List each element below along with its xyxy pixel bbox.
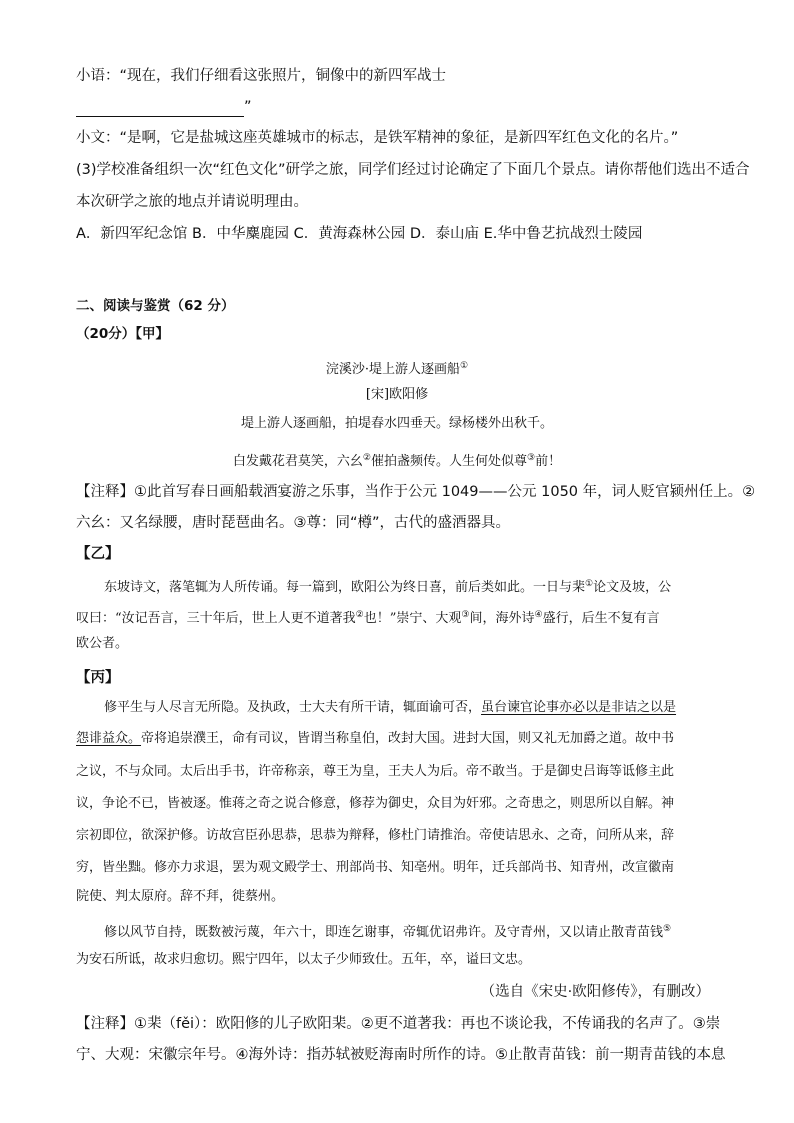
yi-mark-3: ③ bbox=[461, 610, 470, 620]
yi-line1-a: 东坡诗文，落笔辄为人所传诵。每一篇到，欧阳公为终日喜，前后类如此。一日与棐 bbox=[104, 580, 586, 595]
bing-p2-line1 bbox=[104, 919, 671, 943]
yi-line2-d: 盛行，后生不复有言 bbox=[542, 611, 660, 626]
bing-underlined-sentence-b: 怨诽益众。 bbox=[76, 731, 142, 746]
bing-mark-5: ⑤ bbox=[663, 924, 672, 934]
bing-p1-line4: 议，争论不已，皆被逐。惟蒋之奇之说合修意，修荐为御史，众目为奸邪。之奇患之，则思所以自解。神 bbox=[76, 796, 675, 811]
poem-title-text: 浣溪沙·堤上游人逐画船 bbox=[325, 362, 461, 377]
poem-mark-2: ② bbox=[362, 453, 371, 463]
bing-underlined-sentence-a: 虽台谏官论事亦必以是非诘之以是 bbox=[481, 700, 677, 715]
yi-label: 【乙】 bbox=[76, 546, 120, 562]
question3-options: A．新四军纪念馆 B．中华麋鹿园 C．黄海森林公园 D．泰山庙 E.华中鲁艺抗战烈士陵园 bbox=[76, 226, 643, 242]
section2-heading: 二、阅读与鉴赏（62 分） bbox=[76, 298, 235, 314]
yi-mark-4: ④ bbox=[534, 610, 543, 620]
yi-line1-b: 论文及坡，公 bbox=[593, 580, 672, 595]
bing-p1-line1 bbox=[104, 698, 676, 718]
section2-sub: （20分）【甲】 bbox=[76, 326, 170, 342]
bing-p1-line7: 院使、判太原府。辞不拜，徙蔡州。 bbox=[76, 889, 285, 904]
note2-line1: 【注释】①棐（fěi）：欧阳修的儿子欧阳棐。②更不道著我：再也不谈论我，不传诵我的名声了。③崇 bbox=[76, 1016, 721, 1032]
note1-line1: 【注释】①此首写春日画船载酒宴游之乐事，当作于公元 1049——公元 1050 年，词人贬官颍州任上。② bbox=[76, 484, 756, 500]
poem-mark-3: ③ bbox=[527, 453, 536, 463]
yi-line2-c: 间，海外诗 bbox=[469, 611, 535, 626]
poem-author: [宋]欧阳修 bbox=[365, 387, 429, 402]
xiaoyu-text: 小语：“现在，我们仔细看这张照片，铜像中的新四军战士 bbox=[76, 68, 447, 84]
yi-line3: 欧公者。 bbox=[76, 636, 129, 651]
poem-line2-a: 白发戴花君莫笑，六幺 bbox=[232, 454, 363, 469]
answer-blank-line bbox=[76, 97, 252, 117]
xiaowen-line: 小文：“是啊，它是盐城这座英雄城市的标志，是铁军精神的象征，是新四军红色文化的名片。” bbox=[76, 130, 679, 146]
yi-mark-1: ① bbox=[585, 579, 594, 589]
bing-p1-line2-b: 帝将追崇濮王，命有司议，皆谓当称皇伯，改封大国。进封大国，则又礼无加爵之道。故中书 bbox=[141, 731, 675, 746]
answer-blank[interactable] bbox=[76, 102, 244, 117]
bing-p2-line2: 为安石所诋，故求归愈切。熙宁四年，以太子少师致仕。五年，卒，谥曰文忠。 bbox=[76, 952, 532, 967]
poem-title-mark: ① bbox=[460, 361, 469, 371]
note1-line2: 六幺：又名绿腰，唐时琵琶曲名。③尊：同“樽”，古代的盛酒器具。 bbox=[76, 515, 511, 531]
yi-line2 bbox=[76, 605, 660, 629]
poem-line1: 堤上游人逐画船，拍堤春水四垂天。绿杨楼外出秋千。 bbox=[240, 416, 553, 431]
bing-p1-line6: 穷，皆坐黜。修亦力求退，罢为观文殿学士、刑部尚书、知亳州。明年，迁兵部尚书、知青州，改宣徽南 bbox=[76, 860, 675, 875]
poem-title bbox=[0, 356, 794, 380]
poem-line2 bbox=[0, 448, 794, 472]
poem-line2-c: 前！ bbox=[535, 454, 562, 469]
yi-mark-2: ② bbox=[355, 610, 364, 620]
bing-label: 【丙】 bbox=[76, 670, 120, 686]
bing-source: （选自《宋史·欧阳修传》，有删改） bbox=[480, 984, 710, 1000]
yi-line2-a: 叹曰：“汝记吾言，三十年后，世上人更不道著我 bbox=[76, 611, 356, 626]
xiaoyu-line bbox=[76, 66, 446, 86]
question3-line1: (3)学校准备组织一次“红色文化”研学之旅，同学们经过讨论确定了下面几个景点。请你帮他们选出不适合 bbox=[76, 162, 750, 178]
xiaoyu-close-quote: ” bbox=[244, 99, 252, 115]
bing-p1-line3: 之议，不与众同。太后出手书，许帝称亲，尊王为皇，王夫人为后。帝不敢当。于是御史吕诲等诋修主此 bbox=[76, 764, 675, 779]
bing-p1-line5: 宗初即位，欲深护修。访故宫臣孙思恭，思恭为辩释，修杜门请推治。帝使诘思永、之奇，问所从来，辞 bbox=[76, 828, 675, 843]
poem-line2-b: 催拍盏频传。人生何处似尊 bbox=[370, 454, 527, 469]
bing-p2-line1-a: 修以风节自持，既数被污蔑，年六十，即连乞谢事，帝辄优诏弗许。及守青州，又以请止散青苗钱 bbox=[104, 925, 664, 940]
bing-p1-line2 bbox=[76, 729, 674, 749]
yi-line1 bbox=[104, 574, 671, 598]
yi-line2-b: 也！”崇宁、大观 bbox=[363, 611, 462, 626]
bing-p1-line1-a: 修平生与人尽言无所隐。及执政，士大夫有所干请，辄面谕可否， bbox=[104, 700, 482, 715]
question3-line2: 本次研学之旅的地点并请说明理由。 bbox=[76, 194, 308, 210]
note2-line2: 宁、大观：宋徽宗年号。④海外诗：指苏轼被贬海南时所作的诗。⑤止散青苗钱：前一期青苗钱的本息 bbox=[76, 1047, 726, 1063]
